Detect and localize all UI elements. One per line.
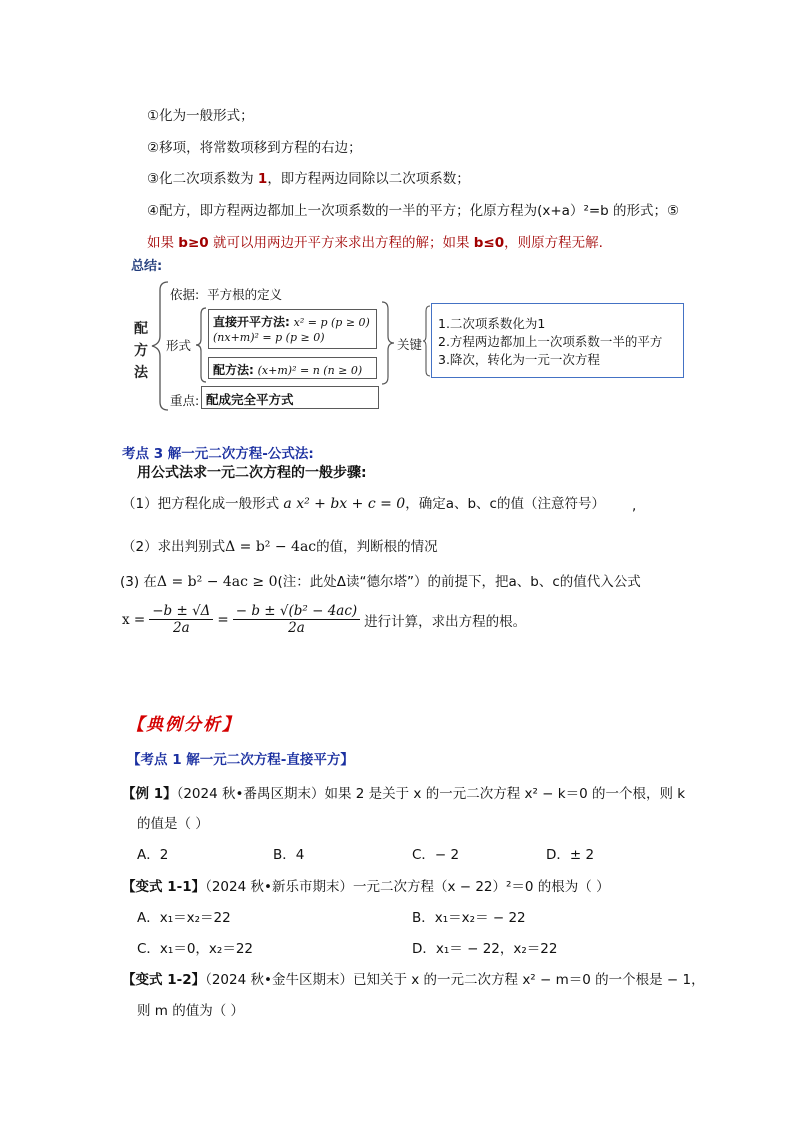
- example-1: [122, 782, 685, 802]
- example-1-option-c: C．− 2: [412, 847, 460, 863]
- summary-main-label: 配 方 法: [134, 321, 148, 381]
- example-1-option-b: B．4: [273, 847, 305, 863]
- variant-1-1-option-b: B．x₁＝x₂＝ − 22: [412, 910, 526, 926]
- variant-1-1-option-d: D．x₁＝ − 22，x₂＝22: [412, 941, 558, 957]
- key-point-3: 3.降次，转化为一元一次方程: [438, 352, 600, 367]
- basis-label: 依据:: [170, 287, 200, 302]
- formula-frac-2: [233, 603, 360, 636]
- step-2: ②移项，将常数项移到方程的右边；: [147, 140, 362, 156]
- example-1-option-d: D．± 2: [546, 847, 595, 863]
- variant-1-2-line-2: 则 m 的值为（ ）: [137, 1003, 245, 1019]
- key-point-2: 2.方程两边都加上一次项系数一半的平方: [438, 334, 663, 349]
- step-3-text: ③化二次项系数为: [147, 171, 258, 187]
- kd3-subtitle: 用公式法求一元二次方程的一般步骤:: [137, 465, 367, 481]
- direct-method-label: 直接开平方法:: [213, 315, 290, 329]
- summary-label: 总结:: [131, 259, 163, 274]
- direct-method-row: [213, 313, 370, 330]
- key-label: 重点:: [170, 393, 200, 408]
- variant-1-2: [122, 968, 705, 988]
- formula-x: x =: [122, 611, 146, 628]
- kd3-step-2: [122, 535, 438, 555]
- kd3-title: 考点 3 解一元二次方程-公式法:: [122, 446, 314, 462]
- kd3-general-form: a x² + bx + c = 0: [283, 496, 406, 512]
- kd3-discriminant: Δ = b² − 4ac: [225, 539, 317, 555]
- variant-1-2-label: 【变式 1-2】: [122, 972, 206, 988]
- step-5-a: 如果: [147, 235, 179, 251]
- example-1-label: 【例 1】: [122, 786, 177, 802]
- variant-1-1-option-a: A．x₁＝x₂＝22: [137, 910, 231, 926]
- quadratic-formula: [122, 603, 526, 636]
- variant-1-1-text: （2024 秋•新乐市期末）一元二次方程（x − 22）²＝0 的根为（ ）: [205, 879, 610, 895]
- complete-formula: (x+m)² = n (n ≥ 0): [257, 364, 363, 377]
- formula-num-1: −b ± √Δ: [149, 603, 213, 620]
- kd3-step-1-c: ，确定a、b、c的值（注意符号）: [405, 496, 605, 512]
- kd3-step-2-c: 的值，判断根的情况: [316, 539, 438, 555]
- formula-frac-1: [149, 603, 213, 636]
- step-3-tail: ，即方程两边同除以二次项系数；: [267, 171, 470, 187]
- example-1-option-a: A．2: [137, 847, 169, 863]
- variant-1-2-text: （2024 秋•金牛区期末）已知关于 x 的一元二次方程 x² − m＝0 的一个根是 − 1，: [205, 972, 705, 988]
- kd3-step-1-a: （1）把方程化成一般形式: [122, 496, 280, 512]
- step-5-e: ，则原方程无解.: [504, 235, 603, 251]
- formula-num-2: − b ± √(b² − 4ac): [233, 603, 360, 620]
- kd3-step-3: [120, 570, 641, 590]
- step-5-d: b≤0: [473, 235, 505, 251]
- direct-formula-2: (nx+m)² = p (p ≥ 0): [213, 331, 325, 344]
- variant-1-1-option-c: C．x₁＝0，x₂＝22: [137, 941, 253, 957]
- form-label: 形式: [166, 338, 192, 353]
- kd3-condition: Δ = b² − 4ac ≥ 0: [156, 574, 278, 590]
- example-1-line-2: 的值是（ ）: [137, 816, 209, 832]
- key-point-1: 1.二次项系数化为1: [438, 316, 546, 331]
- formula-tail: 进行计算，求出方程的根。: [364, 613, 527, 630]
- example-1-text: （2024 秋•番禺区期末）如果 2 是关于 x 的一元二次方程 x² − k＝0 的一个根，则 k: [176, 786, 686, 802]
- guanjian-label: 关键: [397, 337, 423, 352]
- step-5-b: b≥0: [178, 235, 209, 251]
- kd3-step-1-comma: ,: [632, 498, 637, 514]
- formula-eq: =: [217, 611, 229, 628]
- formula-den-2: 2a: [288, 620, 305, 636]
- variant-1-1: [122, 875, 610, 895]
- form-brace-icon: [194, 306, 208, 384]
- step-3: [147, 167, 470, 187]
- direct-formula-1: x² = p (p ≥ 0): [293, 316, 370, 329]
- step-1: ①化为一般形式；: [147, 108, 254, 124]
- step-5-c: 就可以用两边开平方来求出方程的解；如果: [208, 235, 474, 251]
- step-5: [147, 231, 603, 251]
- step-3-one: 1: [257, 171, 268, 187]
- step-4: ④配方，即方程两边都加上一次项系数的一半的平方；化原方程为(x+a）²=b 的形式；⑤: [147, 203, 680, 219]
- key-text: 配成完全平方式: [206, 392, 294, 407]
- kd3-step-2-a: （2）求出判别式: [122, 539, 226, 555]
- complete-method-label: 配方法:: [213, 363, 254, 377]
- kd3-step-1: [122, 492, 605, 512]
- kd3-step-3-c: (注：此处Δ读“德尔塔”）的前提下，把a、b、c的值代入公式: [277, 574, 641, 590]
- kd3-step-3-a: (3) 在: [120, 574, 157, 590]
- variant-1-1-label: 【变式 1-1】: [122, 879, 206, 895]
- complete-method-row: [213, 361, 362, 378]
- formula-den-1: 2a: [173, 620, 190, 636]
- right-brace-icon: [380, 300, 396, 386]
- basis-row: [170, 285, 282, 303]
- section-title: 【典例分析】: [127, 715, 241, 735]
- basis-text: 平方根的定义: [207, 287, 283, 302]
- kp1-title: 【考点 1 解一元二次方程-直接平方】: [127, 752, 354, 768]
